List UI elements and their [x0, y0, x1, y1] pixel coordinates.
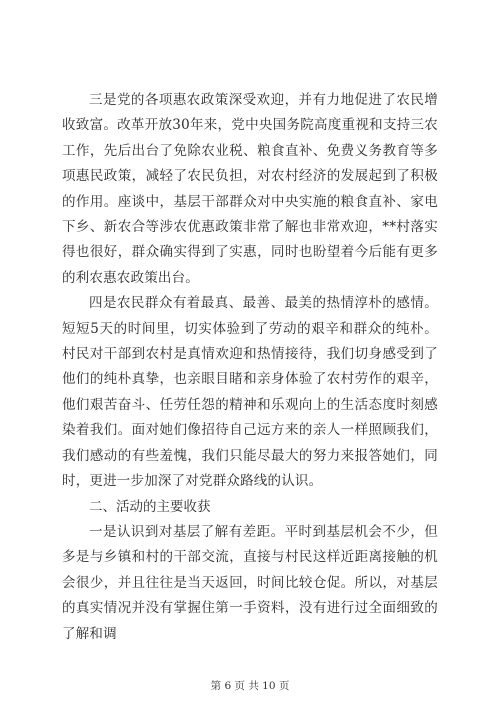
- section-heading: 二、活动的主要收获: [89, 498, 211, 515]
- paragraph-farmer-sentiment: 四是农民群众有着最真、最善、最美的热情淳朴的感情。短短5天的时间里，切实体验到了劳动的艰辛和群众的纯朴。村民对干部到农村是真情欢迎和热情接待，我们切身感受到了他们的纯朴真挚，也亲眼目睹和亲身体验了农村劳作的艰辛，他们艰苦奋斗、任劳任怨的精神和乐观向上的生活态度时刻感染着我们。面对她们像招待自己远方来的亲人一样照顾我们，我们感动的有些羞愧，我们只能尽最大的努力来报答她们，同时，更进一步加深了对党群众路线的认识。: [62, 295, 438, 490]
- page-footer: 第 6 页 共 10 页: [210, 680, 290, 692]
- document-body: [62, 88, 438, 647]
- paragraph-grassroots-gap: 一是认识到对基层了解有差距。平时到基层机会不少，但多是与乡镇和村的干部交流，直接与村民这样近距离接触的机会很少，并且往往是当天返回，时间比较仓促。所以，对基层的真实情况并没有掌握住第一手资料，没有进行过全面细致的了解和调: [62, 523, 438, 642]
- paragraph-policy-welcome: 三是党的各项惠农政策深受欢迎，并有力地促进了农民增收致富。改革开放30年来，党中央国务院高度重视和支持三农工作，先后出台了免除农业税、粮食直补、免费义务教育等多项惠民政策，减轻了农民负担，对农村经济的发展起到了积极的作用。座谈中，基层干部群众对中央实施的粮食直补、家电下乡、新农合等涉农优惠政策非常了解也非常欢迎，**村落实得也很好，群众确实得到了实惠，同时也盼望着今后能有更多的利农惠农政策出台。: [62, 92, 438, 286]
